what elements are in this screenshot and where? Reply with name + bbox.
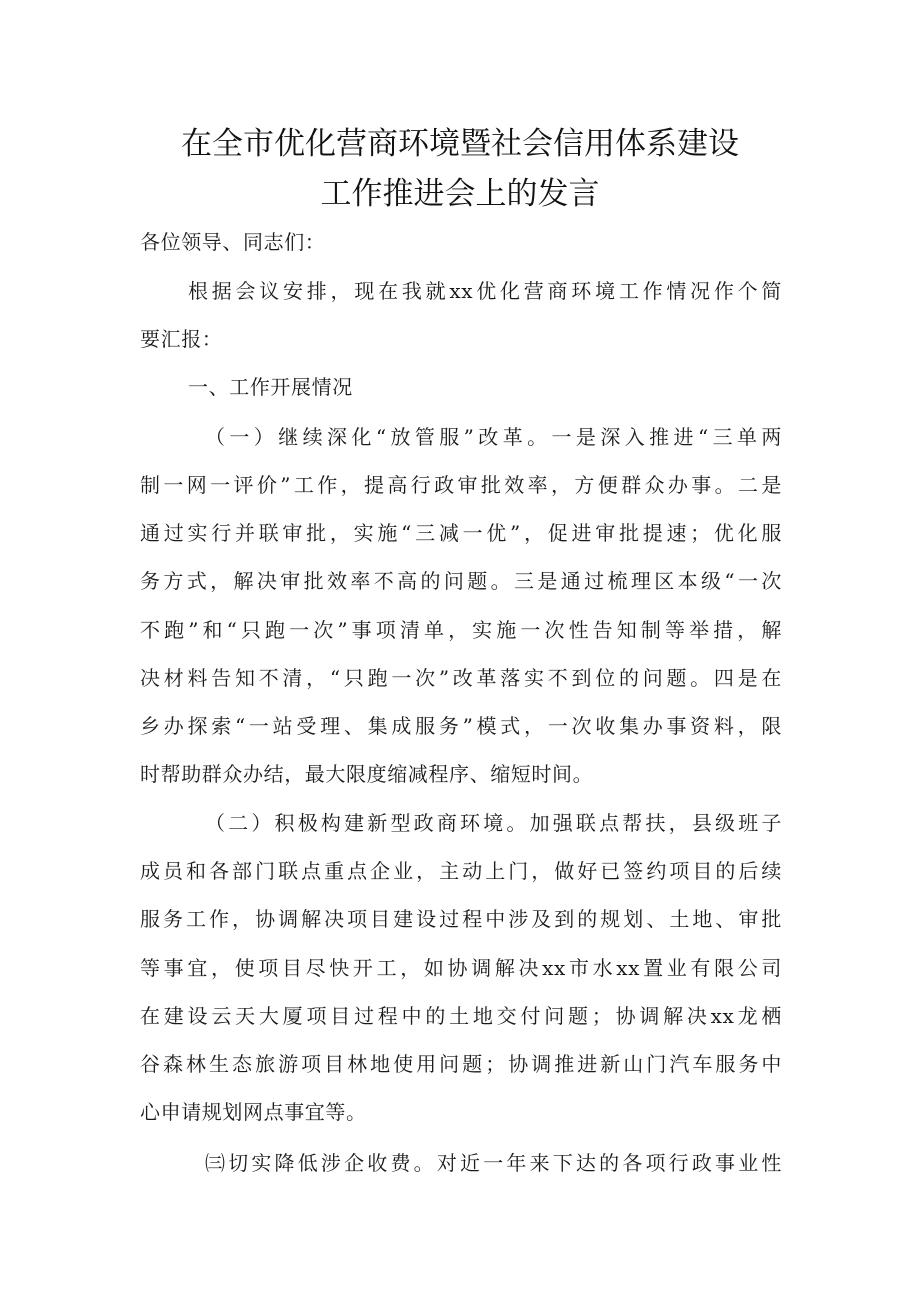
paragraph-line: 务方式，解决审批效率不高的问题。三是通过梳理区本级“一次 [140,569,782,593]
paragraph-line: 在建设云天大厦项目过程中的土地交付问题；协调解决xx龙栖 [140,1004,782,1028]
paragraph-line: ㈢切实降低涉企收费。对近一年来下达的各项行政事业性 [205,1151,782,1175]
intro-line: 要汇报： [140,327,223,351]
paragraph-line: 服务工作，协调解决项目建设过程中涉及到的规划、土地、审批 [140,907,782,931]
paragraph-line: 等事宜，使项目尽快开工，如协调解决xx市水xx置业有限公司 [140,956,782,980]
paragraph-line: 成员和各部门联点重点企业，主动上门，做好已签约项目的后续 [140,859,782,883]
salutation: 各位领导、同志们： [140,230,326,254]
paragraph-line: 不跑”和“只跑一次”事项清单，实施一次性告知制等举措，解 [140,618,782,642]
document-title-line-1: 在全市优化营商环境暨社会信用体系建设 [181,126,739,162]
paragraph-line: 时帮助群众办结，最大限度缩减程序、缩短时间。 [140,762,594,786]
paragraph-line: （二）积极构建新型政商环境。加强联点帮扶，县级班子 [205,811,782,835]
paragraph-line: 乡办探索“一站受理、集成服务”模式，一次收集办事资料，限 [140,714,782,738]
paragraph-line: 心申请规划网点事宜等。 [140,1100,367,1124]
paragraph-line: 决材料告知不清，“只跑一次”改革落实不到位的问题。四是在 [140,666,782,690]
section-heading: 一、工作开展情况 [188,375,353,399]
paragraph-line: 通过实行并联审批，实施“三减一优”，促进审批提速；优化服 [140,521,782,545]
paragraph-line: （一）继续深化“放管服”改革。一是深入推进“三单两 [205,425,782,449]
paragraph-line: 谷森林生态旅游项目林地使用问题；协调推进新山门汽车服务中 [140,1052,782,1076]
intro-line: 根据会议安排，现在我就xx优化营商环境工作情况作个简 [188,279,782,303]
document-title-line-2: 工作推进会上的发言 [320,176,600,212]
paragraph-line: 制一网一评价”工作，提高行政审批效率，方便群众办事。二是 [140,473,782,497]
